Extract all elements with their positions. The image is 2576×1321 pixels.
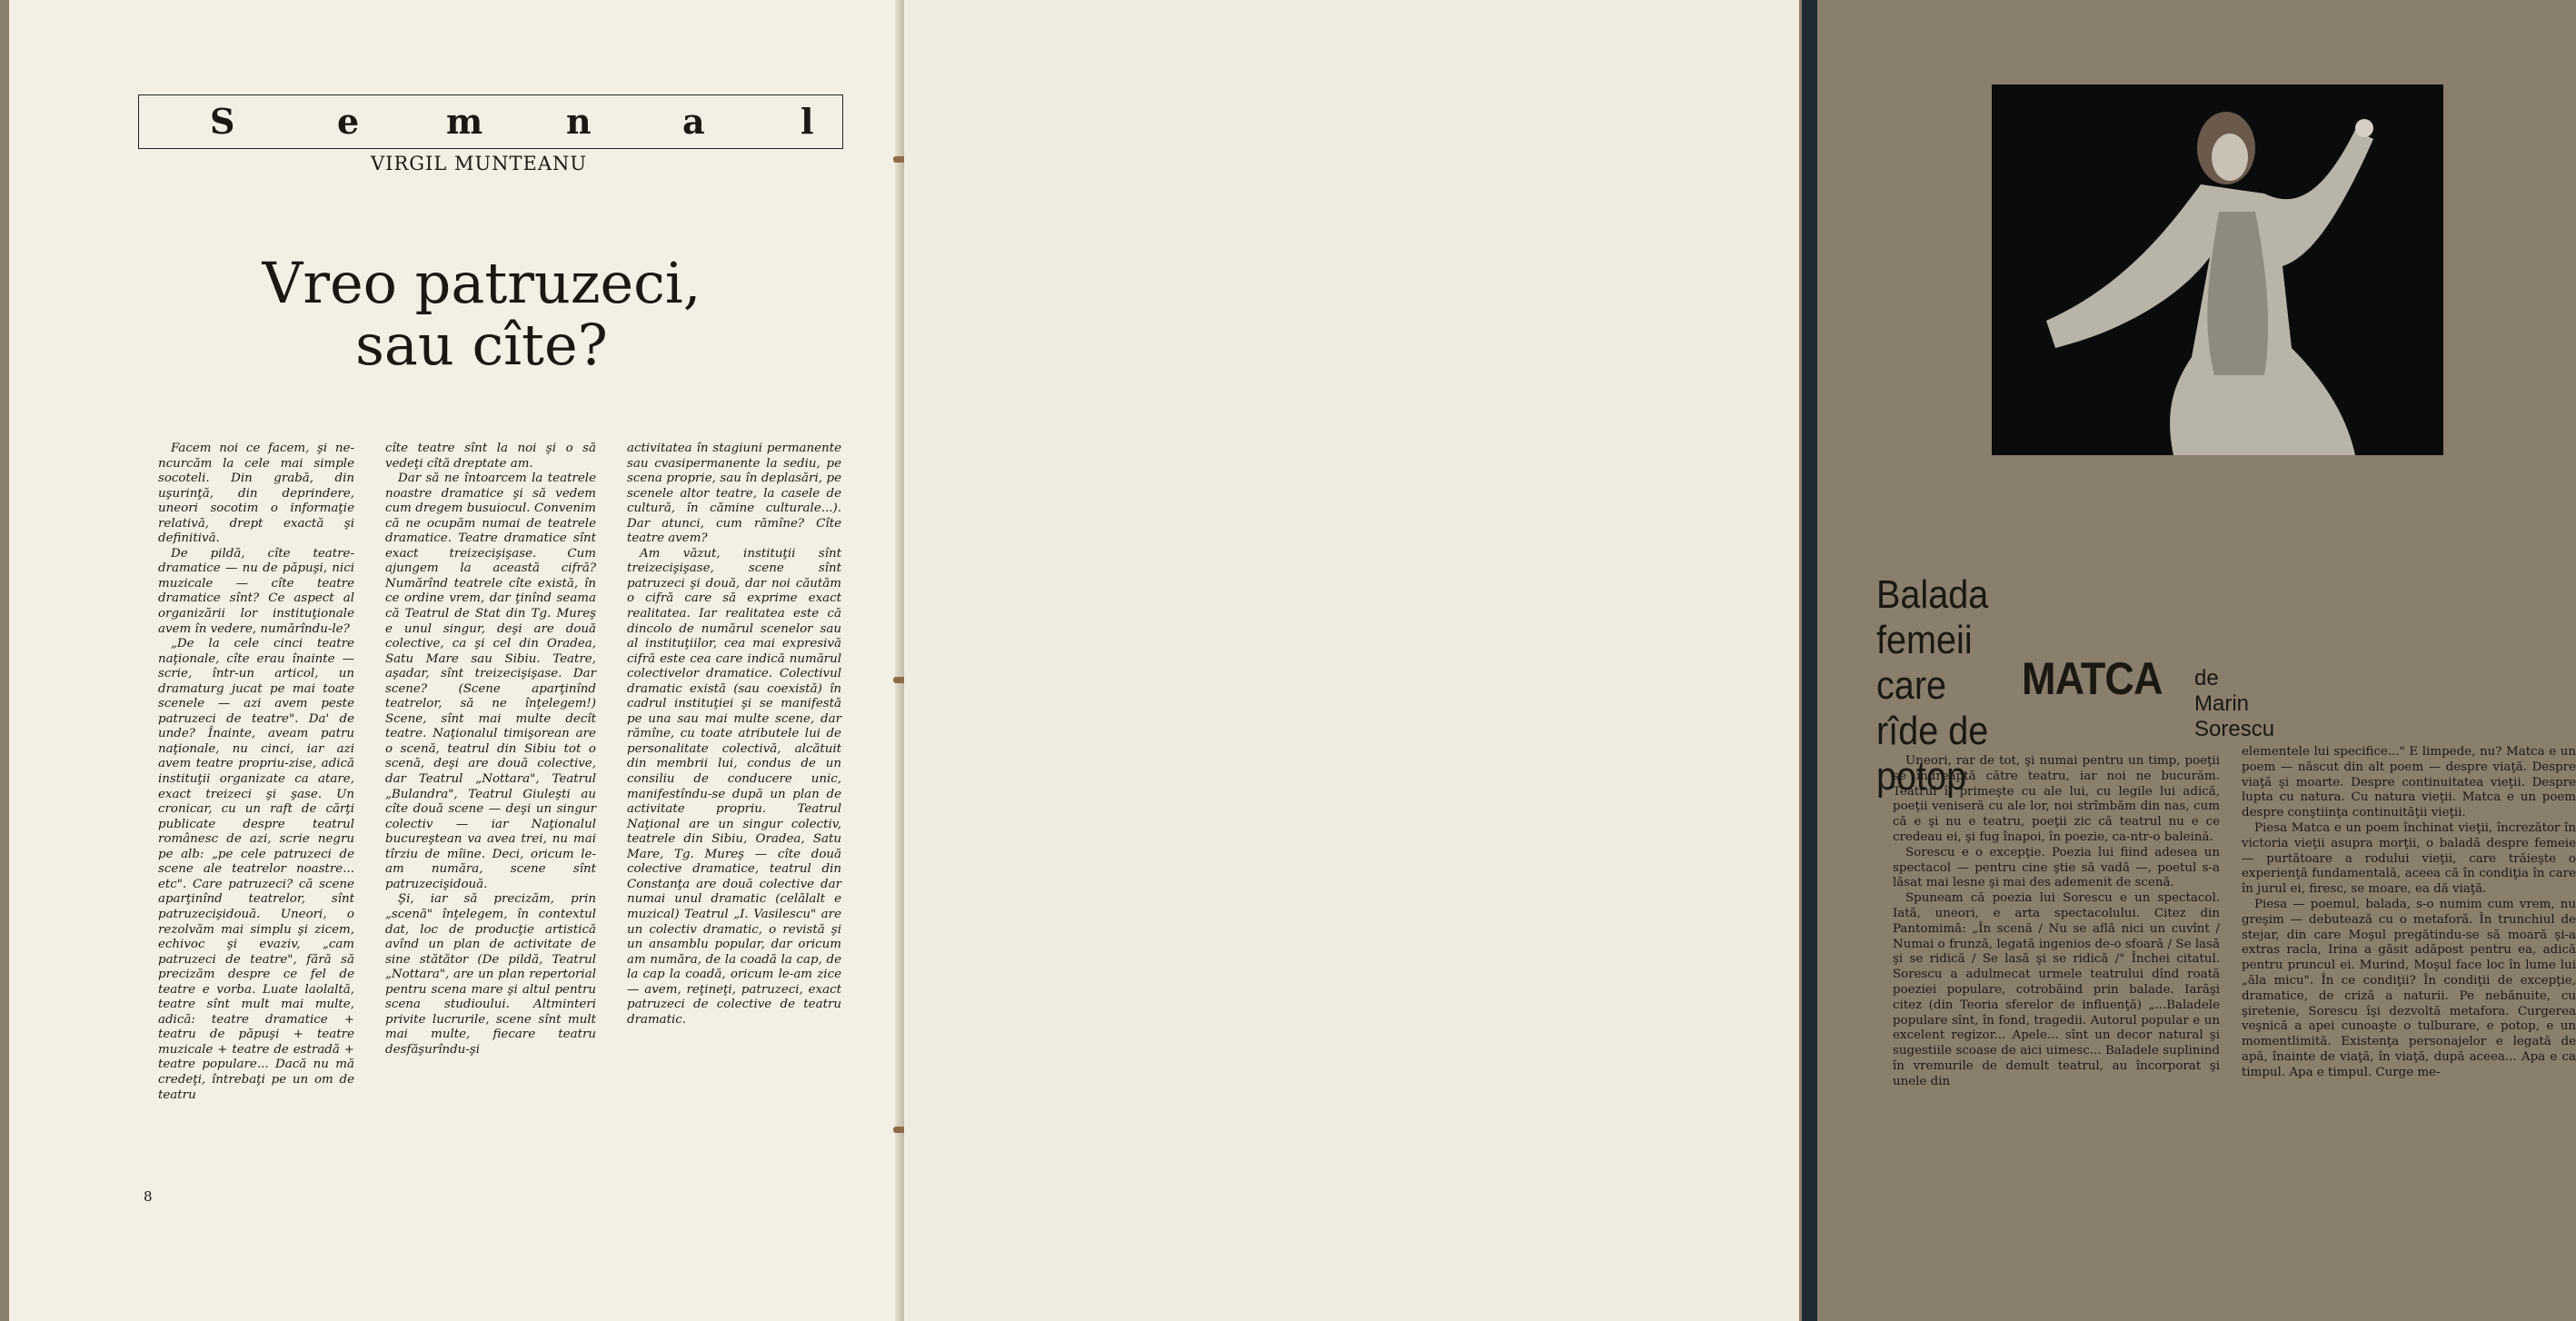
article-column-3 [627,442,841,1028]
paragraph: „De la cele cinci teatre naţionale, cîte erau înainte — scrie, într-un articol, un dramaturg jucat pe mai toate scenele — azi avem peste patruzeci de teatre". Da' de unde? Înainte, aveam patru naţionale, nu cinci, iar azi avem teatre propriu-zise, adică instituţii organizate ca atare, exact treizeci şi şase. Un cronicar, cu un raft de cărţi publicate despre teatrul românesc de azi, scrie negru pe alb: „pe cele patruzeci de scene ale teatrelor noastre... etc". Care patruzeci? că scene aparţinînd teatrelor, sînt patruzecişidouă. Uneori, o rezolvăm mai simplu şi zicem, echivoc şi evaziv, „cam patruzeci de teatre", fără să precizăm despre ce fel de teatre e vorba. Luate laolaltă, teatre sînt mult mai multe, adică: teatre dramatice + teatru de păpuşi + teatre muzicale + teatre de estradă + teatre populare... Dacă nu mă credeţi, întrebaţi pe un om de teatru [158,637,354,1102]
play-title: MATCA [2022,653,2163,704]
book-binding [1802,0,1817,1321]
author-name: VIRGIL MUNTEANU [371,153,588,174]
section-letter: l [801,101,814,142]
paragraph: Spuneam că poezia lui Sorescu e un spectacol. Iată, uneori, e arta spectacolului. Citez din Pantomimă: „În scenă / Nu se află nici un cuvînt / Numai o frunză, legată ingenios de-o sfoară / Se lasă şi se ridică / Se lasă şi se ridică /" Închei citatul. Sorescu a adulmecat urmele teatrului dînd roată poeziei populare, cotrobăind prin balade. Iarăşi citez (din Teoria sferelor de influenţă) „...Baladele populare sînt, în fond, tragedii. Autorul popular e un excelent regizor... Apele... sînt un decor natural şi sugestiile scoase de aici uimesc... Baladele suplinind în vremurile de demult teatrul, au încorporat şi unele din [1893,891,2220,1088]
right-page [904,0,2576,1321]
review-column-1 [1893,754,2220,1090]
paragraph: elementele lui specifice..." E limpede, nu? Matca e un poem — născut din alt poem — despre viaţă. Despre viaţă şi moarte. Despre continuitatea vieţii. Despre lupta cu natura. Cu natura vieţii. Matca e un poem despre conştiinţa continuităţii vieţii. [2242,745,2576,820]
section-header-box [138,94,843,149]
headline-line-2: sau cîte? [355,312,608,379]
paragraph: Piesa — poemul, balada, s-o numim cum vrem, nu greşim — debutează cu o metaforă. În trunchiul de stejar, din care Moşul pregătindu-se să moară şi-a extras racla, Irina a găsit adăpost pentru ea, adică pentru pruncul ei. Murind, Moşul face loc în lume lui „ăla micu". În ce condiţii? În condiţii de excepţie, dramatice, de criză a naturii. Pe nebănuite, cu şiretenie, Sorescu îşi dezvoltă metafora. Curgerea veşnică a apei cunoaşte o tulburare, e potop, e un momentlimită. Existenţa personajelor e legată de apă, înainte de viaţă, în viaţă, după aceea... Apa e ca timpul. Apa e timpul. Curge me- [2242,897,2576,1079]
headline-line-1: Vreo patruzeci, [262,250,701,316]
paragraph: Piesa Matca e un poem închinat vieţii, încrezător în victoria vieţii asupra morţii, o baladă despre femeie — purtătoare a rodului vieţii, care trăieşte o experienţă fundamentală, aceea că în condiţia în care în jurul ei, firesc, se moare, ea dă viaţă. [2242,820,2576,897]
section-letter: S [210,101,235,142]
section-letter: m [446,101,483,142]
article-column-2 [385,442,596,1058]
paragraph: Şi, iar să precizăm, prin „scenă" înţelegem, în contextul dat, loc de producţie artistică avînd un plan de activitate de sine stătător (De pildă, Teatrul „Nottara", are un plan repertorial pentru scena mare şi altul pentru scena studioului. Altminteri privite lucrurile, scene sînt mult mai multe, fiecare teatru desfăşurîndu-şi [385,892,596,1057]
paragraph: Uneori, rar de tot, şi numai pentru un timp, poeţii se îndreaptă către teatru, iar noi ne bucurăm. Teatrul îi primeşte cu ale lui, cu legile lui adică, poeţii veniseră cu ale lor, noi strîmbăm din nas, cum că e şi nu e teatru, poeţii zic că teatrul nu e ce credeau ei, şi fug înapoi, în poezie, ca-ntr-o baleină. [1893,754,2220,844]
stage-photo-icon [1992,84,2443,455]
article-title: Balada femeii care rîde de potop [1876,572,1989,799]
paragraph: Facem noi ce facem, şi ne-ncurcăm la cele mai simple socoteli. Din grabă, din uşurinţă, din deprindere, uneori socotim o informaţie relativă, drept exactă şi definitivă. [158,442,354,546]
paragraph: activitatea în stagiuni permanente sau cvasipermanente la sediu, pe scena proprie, sau în deplasări, pe scenele altor teatre, la casele de cultură, în cămine culturale...). Dar atunci, cum rămîne? Cîte teatre avem? [627,442,841,546]
play-author: de Marin Sorescu [2194,666,2275,741]
article-column-1 [158,442,354,1103]
page-number: 8 [144,1188,153,1205]
section-letter: e [337,101,360,142]
section-letter: a [682,101,705,142]
paragraph: Dar să ne întoarcem la teatrele noastre dramatice şi să vedem cum dregem busuiocul. Convenim că ne ocupăm numai de teatrele dramatice. Teatre dramatice sînt exact treizecişişase. Cum ajungem la această cifră? Numărînd teatrele cîte există, în ce ordine vrem, dar ţinînd seama că Teatrul de Stat din Tg. Mureş e unul singur, deşi are două colective, ca şi cel din Oradea, Satu Mare sau Sibiu. Teatre, aşadar, sînt treizecişişase. Dar scene? (Scene aparţinînd teatrelor, să ne înţelegem!) Scene, sînt mai multe decît teatre. Naţionalul timişorean are o scenă, teatrul din Sibiu tot o scenă, deşi are două colective, dar Teatrul „Nottara", Teatrul „Bulandra", Teatrul Giuleşti au cîte două scene — deşi un singur colectiv — iar Naţionalul bucureştean va avea trei, nu mai tîrziu de mîine. Deci, oricum le-am număra, scene sînt patruzecişidouă. [385,472,596,891]
left-page [9,0,904,1321]
paragraph: Am văzut, instituţii sînt treizecişişase, scene sînt patruzeci şi două, dar noi căutăm o cifră care să exprime exact realitatea. Iar realitatea este că dincolo de numărul scenelor sau al instituţiilor, cea mai expresivă cifră este cea care indică numărul colectivelor dramatice. Colectivul dramatic există (sau coexistă) în cadrul instituţiei şi se manifestă pe una sau mai multe scene, dar rămîne, cu toate atributele lui de personalitate colectivă, alcătuit din membrii lui, condus de un consiliu de conducere unic, manifestîndu-se după un plan de activitate propriu. Teatrul Naţional are un singur colectiv, teatrele din Sibiu, Oradea, Satu Mare, Tg. Mureş — cîte două colective dramatice, teatrul din Constanţa are două colective dar numai unul dramatic (celălalt e muzical) Teatrul „I. Vasilescu" are un colectiv dramatic, o revistă şi un ansamblu popular, dar oricum am număra, de la coadă la cap, de la cap la coadă, oricum le-am zice — avem, reţineţi, patruzeci, exact patruzeci de colective de teatru dramatic. [627,546,841,1027]
paragraph: Sorescu e o excepţie. Poezia lui fiind adesea un spectacol — pentru cine ştie să vadă —, poetul s-a lăsat mai lesne şi mai des ademenit de scenă. [1893,845,2220,890]
section-letter: n [566,101,592,142]
article-headline [218,250,745,379]
paragraph: cîte teatre sînt la noi şi o să vedeţi cîtă dreptate am. [385,442,596,471]
review-column-2 [2242,745,2576,1081]
actress-figure-icon [1992,84,2443,455]
paragraph: De pildă, cîte teatre-dramatice — nu de păpuşi, nici muzicale — cîte teatre dramatice sînt? Ce aspect al organizării lor instituţionale avem în vedere, numărîndu-le? [158,546,354,636]
